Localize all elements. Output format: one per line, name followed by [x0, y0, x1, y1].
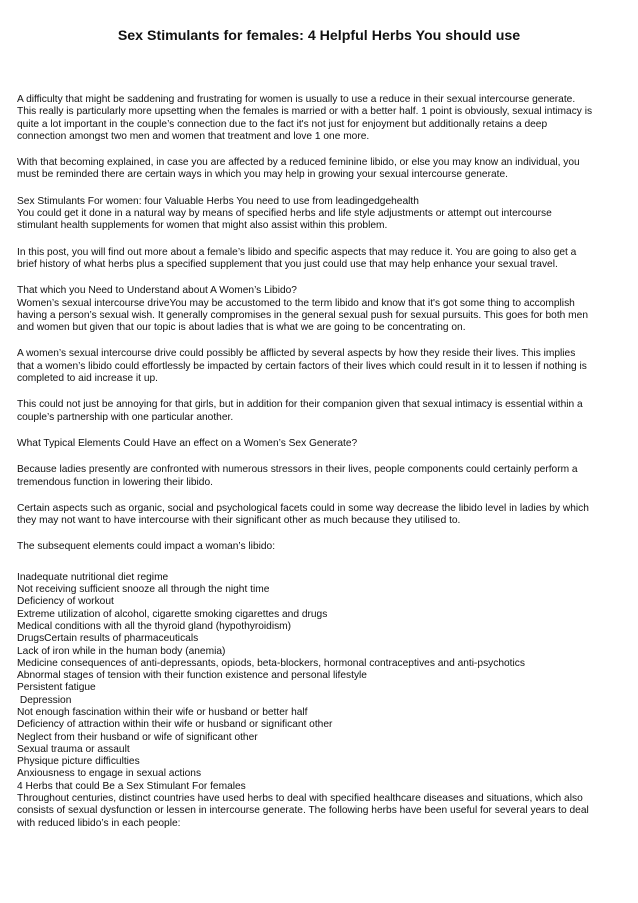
list-item: Inadequate nutritional diet regime	[17, 571, 169, 583]
list-item: Physique picture difficulties	[17, 756, 140, 768]
paragraph-7: This could not just be annoying for that girls, but in addition for their companion given that sexual intimacy is essential within a couple’s partnership with one particular another.	[17, 399, 583, 423]
list-item: Not receiving sufficient snooze all through the night time	[17, 584, 270, 596]
document-body	[17, 94, 623, 844]
paragraph-2: With that becoming explained, in case you are affected by a reduced feminine libido, or else you may know an individual, you must be reminded there are certain ways in which you may help in growing your sexual intercourse generate.	[17, 157, 580, 181]
list-item: Medical conditions with all the thyroid gland (hypothyroidism)	[17, 620, 292, 632]
paragraph-9: Certain aspects such as organic, social and psychological facets could in some way decrease the libido level in ladies by which they may not want to have intercourse with their significant other as much because they utilised to.	[17, 502, 589, 527]
list-item: Depression	[17, 694, 72, 706]
list-item: Lack of iron while in the human body (anemia)	[17, 645, 226, 657]
list-item: Medicine consequences of anti-depressants, opiods, beta-blockers, hormonal contraceptives and anti-psychotics	[17, 657, 525, 669]
section-heading: What Typical Elements Could Have an effect on a Women’s Sex Generate?	[17, 437, 358, 449]
paragraph-6: A women’s sexual intercourse drive could possibly be afflicted by several aspects by how they reside their lives. This implies that a women’s libido could effortlessly be impacted by certain factors of their lives which could result in it to lessen if nothing is completed to aid increase it up.	[17, 348, 587, 385]
paragraph-8: Because ladies presently are confronted with numerous stressors in their lives, people components could certainly perform a tremendous function in lowering their libido.	[17, 464, 578, 488]
paragraph-5: That which you Need to Understand about A Women’s Libido? Women’s sexual intercourse driveYou may be accustomed to the term libido and know that it's got some thing to accomplish having a person’s sexual wish. It generally compromises in the general sexual push for sexual pursuits. This goes for both men and women but given that our topic is about ladies that is what we are going to be concentrating on.	[17, 285, 588, 334]
page-title: Sex Stimulants for females: 4 Helpful Herbs You should use	[117, 28, 521, 44]
paragraph-1: A difficulty that might be saddening and frustrating for women is usually to use a reduce in their sexual intercourse generate. This really is particularly more upsetting when the females is married or with a better half. 1 point is obviously, sexual intimacy is quite a lot important in the couple’s connection due to the fact it's not just for enjoyment but additionally retains a deep connection amongst two men and women that treatment and love 1 one more.	[17, 94, 593, 142]
list-item: DrugsCertain results of pharmaceuticals	[17, 633, 199, 645]
list-item: Not enough fascination within their wife or husband or better half	[17, 706, 308, 718]
paragraph-4: In this post, you will find out more about a female’s libido and specific aspects that may reduce it. You are going to also get a brief history of what herbs plus a specified supplement that you just could use that may help enhance your sexual travel.	[17, 246, 577, 270]
closing-paragraph: Throughout centuries, distinct countries have used herbs to deal with specified healthcare diseases and situations, which also consists of sexual dysfunction or lessen in intercourse generate. The following herbs have been useful for several years to deal with reduced libido’s in each people:	[17, 793, 589, 829]
list-item: Deficiency of attraction within their wife or husband or significant other	[17, 719, 333, 731]
list-item: Sexual trauma or assault	[17, 743, 130, 755]
list-item: Anxiousness to engage in sexual actions	[17, 768, 202, 780]
list-item: Extreme utilization of alcohol, cigarette smoking cigarettes and drugs	[17, 608, 328, 620]
list-item: 4 Herbs that could Be a Sex Stimulant For females	[17, 780, 246, 792]
list-item: Deficiency of workout	[17, 596, 114, 608]
list-item: Abnormal stages of tension with their function existence and personal lifestyle	[17, 670, 367, 682]
list-intro: The subsequent elements could impact a woman’s libido:	[17, 541, 276, 553]
list-item: Neglect from their husband or wife of significant other	[17, 731, 258, 743]
paragraph-3: Sex Stimulants For women: four Valuable Herbs You need to use from leadingedgehealth You could get it done in a natural way by means of specified herbs and life style adjustments or attempt out intercourse stimulant health supplements for women that might also assist within this problem.	[17, 195, 552, 232]
factor-list	[17, 572, 623, 793]
list-item: Persistent fatigue	[17, 682, 96, 694]
